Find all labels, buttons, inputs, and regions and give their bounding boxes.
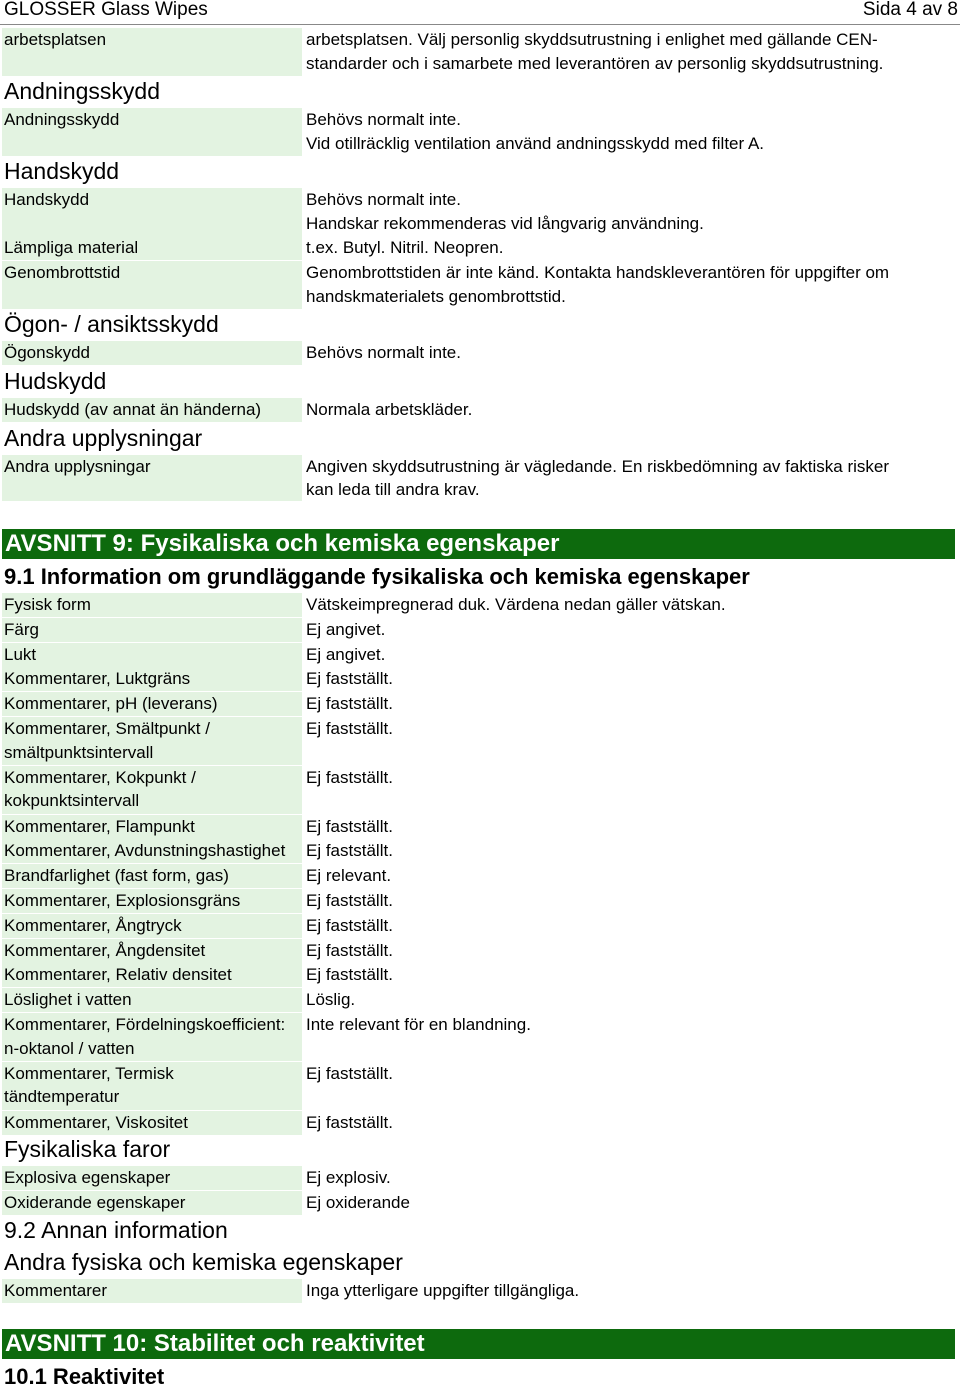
property-value: Vätskeimpregnerad duk. Värdena nedan gäller vätskan.	[306, 595, 726, 614]
property-label	[2, 889, 302, 913]
value-arbetsplatsen-line1: arbetsplatsen. Välj personlig skyddsutrustning i enlighet med gällande CEN-	[306, 30, 878, 49]
property-label-line: Oxiderande egenskaper	[4, 1192, 186, 1212]
property-label	[2, 1166, 302, 1190]
section-10-bar: AVSNITT 10: Stabilitet och reaktivitet	[2, 1329, 955, 1359]
property-label	[2, 839, 302, 863]
section-9-bar: AVSNITT 9: Fysikaliska och kemiska egenskaper	[2, 529, 955, 559]
document-title: GLOSSER Glass Wipes	[4, 0, 208, 20]
property-label	[2, 692, 302, 716]
value-andra-upplysningar-line2: kan leda till andra krav.	[306, 480, 480, 499]
property-label-line: Kommentarer, Viskositet	[4, 1112, 188, 1132]
value-handskydd-line2: Handskar rekommenderas vid långvarig användning.	[306, 214, 704, 233]
property-label	[2, 815, 302, 839]
subsection-10-1-heading: 10.1 Reaktivitet	[4, 1364, 165, 1389]
heading-fysikaliska-faror: Fysikaliska faror	[4, 1136, 171, 1162]
property-label	[2, 618, 302, 642]
property-value: Ej fastställt.	[306, 767, 393, 787]
value-genombrottstid-line1: Genombrottstiden är inte känd. Kontakta handskleverantören för uppgifter om	[306, 263, 890, 282]
value-handskydd-line1: Behövs normalt inte.	[306, 190, 461, 209]
property-value: Ej fastställt.	[306, 841, 393, 861]
property-label	[2, 963, 302, 987]
property-label-line: Kommentarer, Termisk	[4, 1063, 174, 1083]
property-value: Ej fastställt.	[306, 1112, 393, 1132]
property-label	[2, 643, 302, 667]
property-label-line: Explosiva egenskaper	[4, 1168, 171, 1187]
property-label	[2, 914, 302, 938]
property-label-line: Kommentarer, Luktgräns	[4, 669, 191, 689]
value-ogonskydd: Behövs normalt inte.	[306, 343, 461, 362]
property-label-line: Färg	[4, 619, 39, 639]
property-value: Ej angivet.	[306, 619, 386, 639]
property-value: Löslig.	[306, 990, 356, 1010]
label-hudskydd: Hudskydd (av annat än händerna)	[2, 398, 302, 422]
property-value: Ej fastställt.	[306, 891, 393, 910]
property-label-line: Kommentarer, Explosionsgräns	[4, 891, 241, 910]
property-value: Ej explosiv.	[306, 1168, 391, 1187]
value-andningsskydd-line1: Behövs normalt inte.	[306, 110, 461, 129]
property-label-line: tändtemperatur	[4, 1087, 120, 1107]
property-value: Ej fastställt.	[306, 915, 393, 935]
heading-andra-fysiska-egenskaper: Andra fysiska och kemiska egenskaper	[4, 1249, 403, 1275]
property-label	[2, 1111, 302, 1135]
label-andningsskydd: Andningsskydd	[2, 108, 302, 156]
property-label-line: kokpunktsintervall	[4, 791, 140, 811]
property-label	[2, 593, 302, 617]
property-label-line: Kommentarer, Smältpunkt /	[4, 719, 210, 738]
label-ogonskydd: Ögonskydd	[2, 341, 302, 365]
label-genombrottstid: Genombrottstid	[2, 261, 302, 309]
property-label	[2, 988, 302, 1012]
label-lampliga-material: Lämpliga material	[2, 236, 302, 260]
property-label	[2, 717, 302, 765]
property-label-line: Kommentarer, Fördelningskoefficient:	[4, 1015, 286, 1034]
property-value: Ej fastställt.	[306, 719, 393, 738]
label-kommentarer: Kommentarer	[2, 1279, 302, 1303]
heading-hudskydd: Hudskydd	[4, 368, 107, 394]
value-andra-upplysningar-line1: Angiven skyddsutrustning är vägledande. En riskbedömning av faktiska risker	[306, 457, 890, 476]
property-label-line: n-oktanol / vatten	[4, 1038, 135, 1058]
property-label-line: Löslighet i vatten	[4, 990, 132, 1010]
property-label-line: Kommentarer, Ångdensitet	[4, 940, 206, 960]
property-value: Ej fastställt.	[306, 816, 393, 836]
value-arbetsplatsen-line2: standarder och i samarbete med leverantören av personlig skyddsutrustning.	[306, 54, 884, 73]
property-value: Ej relevant.	[306, 866, 392, 886]
property-value: Ej fastställt.	[306, 965, 393, 985]
property-value: Ej fastställt.	[306, 694, 393, 714]
label-arbetsplatsen: arbetsplatsen	[2, 28, 302, 76]
subsection-9-1-heading: 9.1 Information om grundläggande fysikaliska och kemiska egenskaper	[4, 564, 750, 589]
header-divider	[0, 24, 960, 25]
value-andningsskydd-line2: Vid otillräcklig ventilation använd andningsskydd med filter A.	[306, 134, 765, 153]
property-label-line: Kommentarer, pH (leverans)	[4, 694, 218, 714]
property-label	[2, 939, 302, 963]
heading-ogon-ansiktsskydd: Ögon- / ansiktsskydd	[4, 311, 219, 337]
property-value: Ej fastställt.	[306, 669, 393, 689]
heading-andra-upplysningar: Andra upplysningar	[4, 425, 203, 451]
heading-handskydd: Handskydd	[4, 158, 120, 184]
property-label-line: Kommentarer, Kokpunkt /	[4, 767, 196, 787]
property-value: Inte relevant för en blandning.	[306, 1015, 531, 1034]
property-label	[2, 766, 302, 814]
property-label-line: Lukt	[4, 644, 37, 664]
value-genombrottstid-line2: handskmaterialets genombrottstid.	[306, 287, 566, 306]
property-label-line: Brandfarlighet (fast form, gas)	[4, 866, 229, 886]
property-label	[2, 1191, 302, 1215]
property-value: Ej oxiderande	[306, 1192, 410, 1212]
property-label-line: Kommentarer, Avdunstningshastighet	[4, 841, 286, 861]
property-label-line: Fysisk form	[4, 595, 91, 614]
value-hudskydd: Normala arbetskläder.	[306, 400, 473, 419]
value-kommentarer: Inga ytterligare uppgifter tillgängliga.	[306, 1281, 580, 1300]
label-andra-upplysningar: Andra upplysningar	[2, 455, 302, 501]
value-lampliga-material: t.ex. Butyl. Nitril. Neopren.	[306, 238, 504, 257]
property-label-line: Kommentarer, Ångtryck	[4, 915, 182, 935]
property-label-line: Kommentarer, Flampunkt	[4, 816, 195, 836]
property-label-line: Kommentarer, Relativ densitet	[4, 965, 232, 985]
heading-andningsskydd: Andningsskydd	[4, 78, 160, 104]
property-value: Ej fastställt.	[306, 940, 393, 960]
property-label-line: smältpunktsintervall	[4, 742, 154, 762]
property-label	[2, 667, 302, 691]
property-value: Ej angivet.	[306, 644, 386, 664]
property-label	[2, 864, 302, 888]
page-number: Sida 4 av 8	[862, 0, 958, 20]
property-label	[2, 1062, 302, 1110]
property-value: Ej fastställt.	[306, 1063, 393, 1083]
subsection-9-2-heading: 9.2 Annan information	[4, 1217, 228, 1243]
label-handskydd: Handskydd	[2, 188, 302, 236]
property-label	[2, 1013, 302, 1061]
